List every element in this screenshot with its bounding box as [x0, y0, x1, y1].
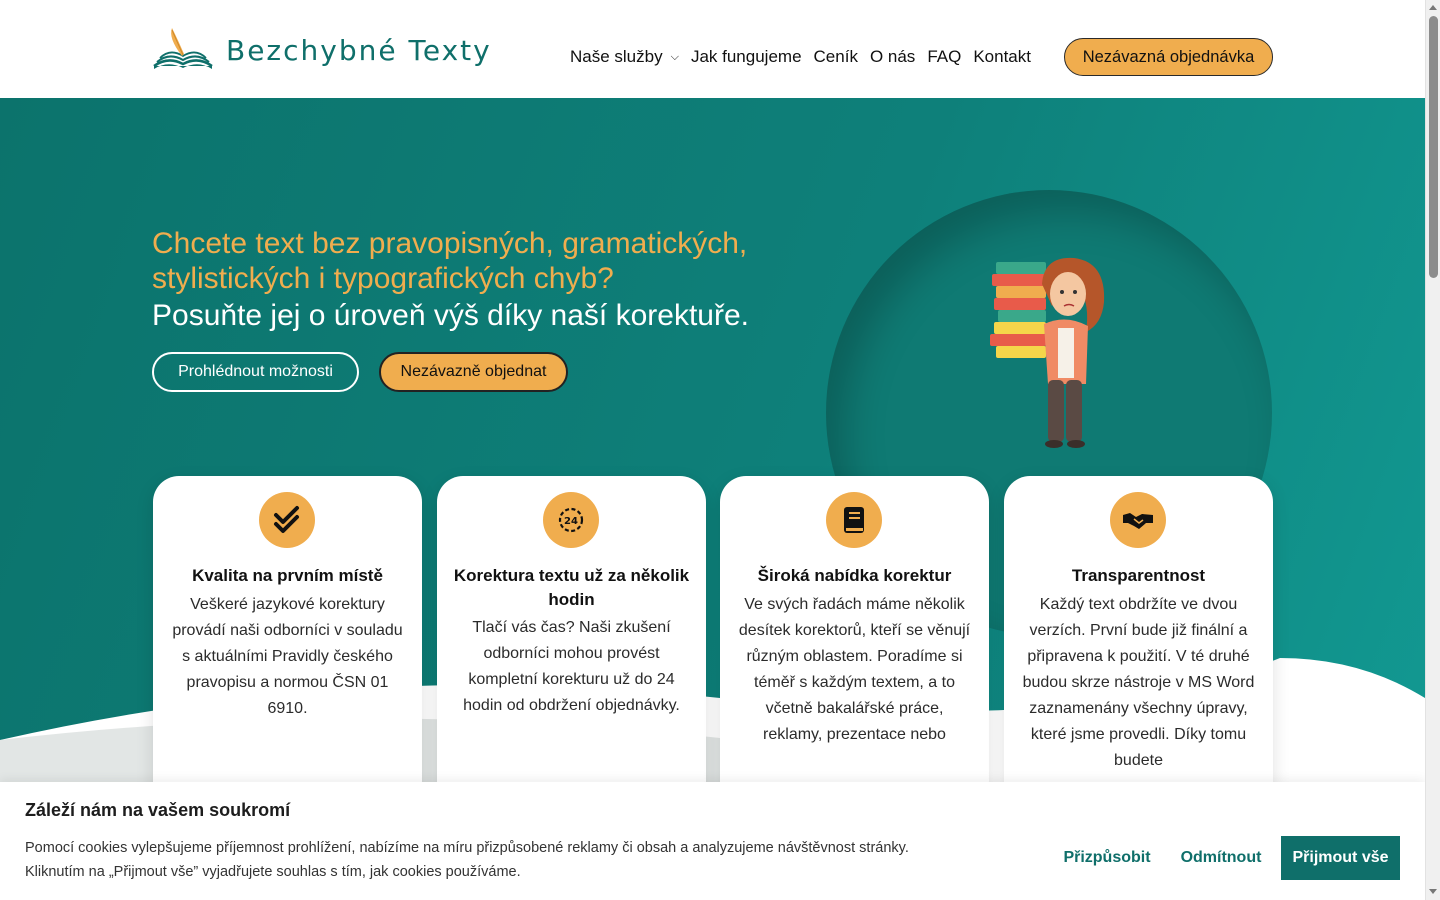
hero-headline: Chcete text bez pravopisných, gramatických, stylistických i typografických chyb?	[152, 227, 748, 295]
order-button[interactable]: Nezávazná objednávka	[1064, 38, 1273, 76]
card-title: Transparentnost	[1071, 566, 1206, 585]
card-title: Široká nabídka korektur	[757, 566, 952, 585]
nav-item-how-it-works[interactable]: Jak fungujeme	[690, 47, 802, 66]
cookie-title: Záleží nám na vašem soukromí	[25, 800, 291, 820]
open-book-feather-icon	[152, 28, 214, 72]
cookie-text-line: Pomocí cookies vylepšujeme příjemnost prohlížení, nabízíme na míru přizpůsobené reklamy či obsah a analyzujeme návštěvnost stránky.	[25, 840, 909, 856]
hero-subheadline: Posuňte jej o úroveň výš díky naší korektuře.	[152, 299, 749, 332]
main-nav	[570, 38, 1043, 76]
svg-text:24: 24	[564, 516, 578, 527]
nav-item-contact[interactable]: Kontakt	[973, 47, 1031, 66]
card-text: Veškeré jazykové korektury provádí naši odborníci v souladu s aktuálními Pravidly českého pravopisu a normou ČSN 01 6910.	[172, 596, 403, 717]
cookie-customize-button[interactable]: Přizpůsobit	[1063, 849, 1151, 866]
cookie-text-line: Kliknutím na „Přijmout vše” vyjadřujete souhlas s tím, jak cookies používáme.	[25, 864, 521, 880]
woman-carrying-books-illustration	[982, 254, 1122, 454]
logo-text: Bezchybné Texty	[226, 33, 492, 67]
card-text: Tlačí vás čas? Naši zkušení odborníci mohou provést kompletní korekturu už do 24 hodin od obdržení objednávky.	[463, 619, 680, 714]
scroll-up-arrow-icon[interactable]	[1429, 5, 1437, 10]
cookie-accept-button[interactable]: Přijmout vše	[1281, 836, 1400, 880]
card-text: Ve svých řadách máme několik desítek korektorů, kteří se věnují různým oblastem. Poradíme si téměř s každým textem, a to včetně bakalářské práce, reklamy, prezentace nebo	[738, 596, 971, 743]
double-check-icon	[259, 492, 315, 548]
nav-item-services[interactable]	[570, 47, 679, 67]
scrollbar[interactable]	[1425, 0, 1440, 900]
cookie-text	[25, 836, 1015, 884]
nav-item-label: Naše služby	[570, 47, 663, 66]
scrollbar-thumb[interactable]	[1429, 16, 1438, 278]
clock-24-icon	[543, 492, 599, 548]
card-title: Kvalita na prvním místě	[192, 566, 383, 585]
view-options-button[interactable]: Prohlédnout možnosti	[152, 352, 359, 392]
card-title: Korektura textu už za několik hodin	[453, 566, 690, 609]
nav-item-faq[interactable]: FAQ	[927, 47, 962, 66]
order-now-button[interactable]: Nezávazně objednat	[379, 352, 568, 392]
cookie-reject-button[interactable]: Odmítnout	[1180, 849, 1262, 866]
book-icon	[826, 492, 882, 548]
nav-item-about[interactable]: O nás	[869, 47, 916, 66]
site-header	[0, 0, 1425, 98]
scroll-down-arrow-icon[interactable]	[1429, 889, 1437, 894]
logo[interactable]	[152, 28, 492, 72]
card-text: Každý text obdržíte ve dvou verzích. První bude již finální a připravena k použití. V té druhé budou skrze nástroje v MS Word zaznamenány všechny úpravy, které jsme provedli. Díky tomu budete	[1022, 596, 1255, 769]
chevron-down-icon: ⌵	[670, 50, 679, 63]
nav-item-pricing[interactable]: Ceník	[813, 47, 858, 66]
cookie-banner	[0, 782, 1425, 900]
handshake-icon	[1110, 492, 1166, 548]
